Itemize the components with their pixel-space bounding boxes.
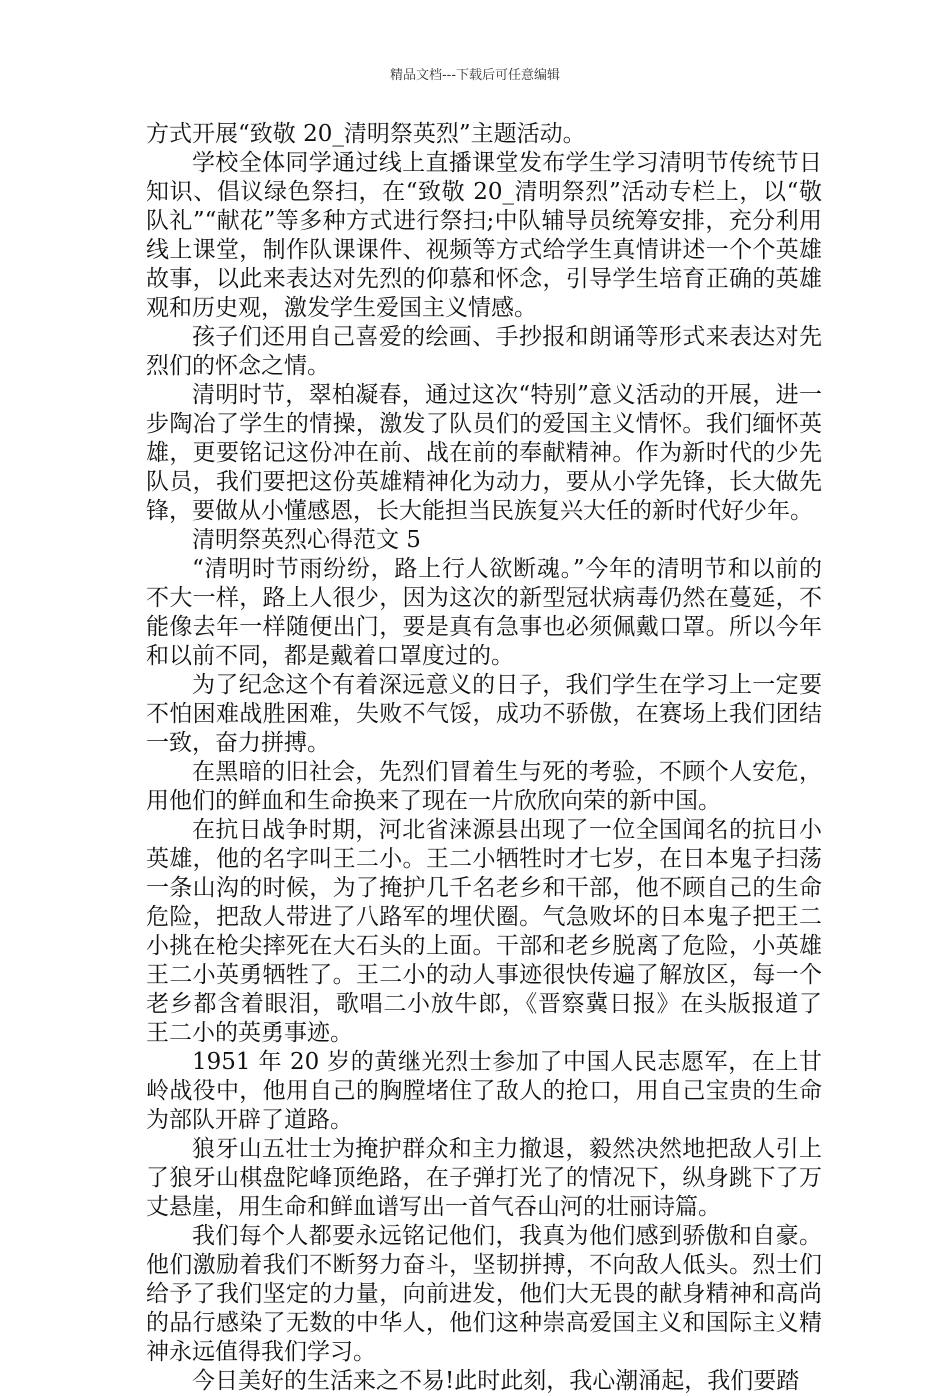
paragraph: 清明祭英烈心得范文 5	[192, 527, 421, 553]
paragraph: 今日美好的生活来之不易!此时此刻，我心潮涌起，我们要踏	[192, 1368, 800, 1394]
paragraph: 在抗日战争时期，河北省涞源县出现了一位全国闻名的抗日小英雄，他的名字叫王二小。王二小牺牲时才七岁，在日本鬼子扫荡一条山沟的时候，为了掩护几千名老乡和干部，他不顾自己的生命危险，把敌人带进了八路军的埋伏圈。气急败坏的日本鬼子把王二小挑在枪尖摔死在大石头的上面。干部和老乡脱离了危险，小英雄王二小英勇牺牲了。王二小的动人事迹很快传遍了解放区，每一个老乡都含着眼泪，歌唱二小放牛郎，《晋察冀日报》在头版报道了王二小的英勇事迹。	[146, 817, 822, 1046]
paragraph: “清明时节雨纷纷，路上行人欲断魂。”今年的清明节和以前的不大一样，路上人很少，因为这次的新型冠状病毒仍然在蔓延，不能像去年一样随便出门，要是真有急事也必须佩戴口罩。所以今年和以前不同，都是戴着口罩度过的。	[146, 556, 822, 669]
paragraph: 方式开展“致敬 20_清明祭英烈”主题活动。	[146, 121, 586, 147]
paragraph: 为了纪念这个有着深远意义的日子，我们学生在学习上一定要不怕困难战胜困难，失败不气馁，成功不骄傲，在赛场上我们团结一致，奋力拼搏。	[146, 672, 822, 756]
paragraph: 学校全体同学通过线上直播课堂发布学生学习清明节传统节日知识、倡议绿色祭扫，在“致敬 20_清明祭烈”活动专栏上，以“敬队礼”“献花”等多种方式进行祭扫;中队辅导员统筹安排，充分利用线上课堂，制作队课课件、视频等方式给学生真情讲述一个个英雄故事，以此来表达对先烈的仰慕和怀念，引导学生培育正确的英雄观和历史观，激发学生爱国主义情感。	[146, 150, 822, 321]
paragraph: 孩子们还用自己喜爱的绘画、手抄报和朗诵等形式来表达对先烈们的怀念之情。	[146, 324, 822, 379]
paragraph: 清明时节，翠柏凝春，通过这次“特别”意义活动的开展，进一步陶冶了学生的情操，激发了队员们的爱国主义情怀。我们缅怀英雄，更要铭记这份冲在前、战在前的奉献精神。作为新时代的少先队员，我们要把这份英雄精神化为动力，要从小学先锋，长大做先锋，要做从小懂感恩，长大能担当民族复兴大任的新时代好少年。	[146, 382, 822, 524]
document-body	[146, 120, 822, 1396]
paragraph: 在黑暗的旧社会，先烈们冒着生与死的考验，不顾个人安危，用他们的鲜血和生命换来了现在一片欣欣向荣的新中国。	[146, 759, 822, 814]
paragraph: 1951 年 20 岁的黄继光烈士参加了中国人民志愿军，在上甘岭战役中，他用自己的胸膛堵住了敌人的抢口，用自己宝贵的生命为部队开辟了道路。	[146, 1049, 822, 1133]
paragraph: 我们每个人都要永远铭记他们，我真为他们感到骄傲和自豪。他们激励着我们不断努力奋斗，坚韧拼搏，不向敌人低头。烈士们给予了我们坚定的力量，向前进发，他们大无畏的献身精神和高尚的品行感染了无数的中华人，他们这种崇高爱国主义和国际主义精神永远值得我们学习。	[146, 1223, 822, 1365]
paragraph: 狼牙山五壮士为掩护群众和主力撤退，毅然决然地把敌人引上了狼牙山棋盘陀峰顶绝路，在子弹打光了的情况下，纵身跳下了万丈悬崖，用生命和鲜血谱写出一首气吞山河的壮丽诗篇。	[146, 1136, 822, 1220]
page-header: 精品文档---下载后可任意编辑	[389, 68, 561, 83]
